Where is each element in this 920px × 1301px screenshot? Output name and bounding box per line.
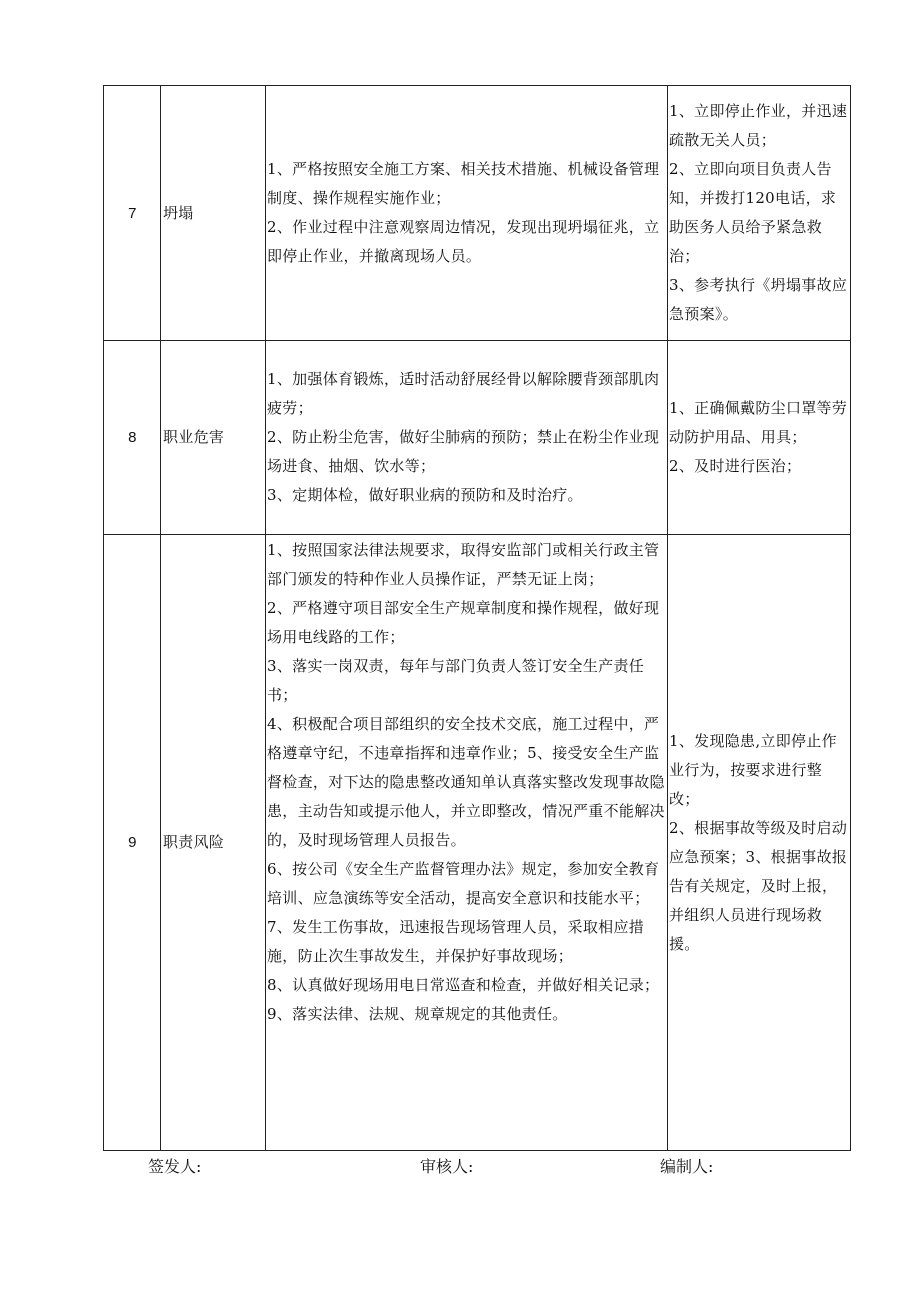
hazard-name: 职业危害: [161, 341, 266, 535]
hazard-name: 坍塌: [161, 86, 266, 341]
hazard-name: 职责风险: [161, 535, 266, 1151]
emergency-item: 2、及时进行医治；: [669, 457, 802, 475]
row-number: 7: [104, 86, 161, 341]
control-measures-cell: [266, 535, 668, 1151]
table-row: [104, 535, 851, 1151]
signature-line: [0, 1150, 920, 1180]
hazard-table-sheet: [103, 85, 850, 1151]
control-measures-cell: [266, 86, 668, 341]
emergency-item: 1、发现隐患,立即停止作业行为，按要求进行整改；: [669, 731, 837, 808]
issuer-label: 签发人:: [148, 1157, 202, 1176]
measure-item: 4、积极配合项目部组织的安全技术交底，施工过程中，严格遵章守纪，不违章指挥和违章作业；5、接受安全生产监督检查，对下达的隐患整改通知单认真落实整改发现事故隐患，主动告知或提示他人，并立即整改，情况严重不能解决的，及时现场管理人员报告。: [267, 715, 665, 849]
compiler-label: 编制人:: [660, 1157, 714, 1176]
measure-item: 9、落实法律、法规、规章规定的其他责任。: [267, 1005, 568, 1023]
measure-item: 6、按公司《安全生产监督管理办法》规定，参加安全教育培训、应急演练等安全活动，提高安全意识和技能水平；: [267, 860, 660, 907]
measure-item: 1、按照国家法律法规要求，取得安监部门或相关行政主管部门颁发的特种作业人员操作证，严禁无证上岗；: [267, 541, 660, 588]
row-number: 8: [104, 341, 161, 535]
emergency-measures-cell: [668, 535, 851, 1151]
measure-item: 8、认真做好现场用电日常巡查和检查，并做好相关记录；: [267, 976, 660, 994]
emergency-measures-cell: [668, 341, 851, 535]
emergency-item: 1、立即停止作业，并迅速疏散无关人员；: [669, 102, 848, 149]
emergency-item: 1、正确佩戴防尘口罩等劳动防护用品、用具；: [669, 399, 848, 446]
emergency-item: 2、根据事故等级及时启动应急预案；3、根据事故报告有关规定，及时上报，并组织人员进行现场救援。: [669, 818, 848, 953]
measure-item: 3、落实一岗双责，每年与部门负责人签订安全生产责任书；: [267, 657, 645, 704]
emergency-measures-cell: [668, 86, 851, 341]
control-measures-cell: [266, 341, 668, 535]
measure-item: 1、严格按照安全施工方案、相关技术措施、机械设备管理制度、操作规程实施作业；: [267, 160, 660, 207]
measure-item: 2、严格遵守项目部安全生产规章制度和操作规程，做好现场用电线路的工作；: [267, 599, 660, 646]
hazard-measures-table: [103, 85, 851, 1151]
measure-item: 7、发生工伤事故，迅速报告现场管理人员，采取相应措施，防止次生事故发生，并保护好事故现场；: [267, 918, 645, 965]
table-row: [104, 341, 851, 535]
measure-item: 3、定期体检，做好职业病的预防和及时治疗。: [267, 486, 583, 504]
measure-item: 2、作业过程中注意观察周边情况，发现出现坍塌征兆，立即停止作业，并撤离现场人员。: [267, 218, 660, 265]
measure-item: 2、防止粉尘危害，做好尘肺病的预防；禁止在粉尘作业现场进食、抽烟、饮水等；: [267, 428, 660, 475]
emergency-item: 2、立即向项目负责人告知，并拨打120电话，求助医务人员给予紧急救治；: [669, 160, 837, 265]
measure-item: 1、加强体育锻炼，适时活动舒展经骨以解除腰背颈部肌肉疲劳；: [267, 370, 660, 417]
row-number: 9: [104, 535, 161, 1151]
table-row: [104, 86, 851, 341]
emergency-item: 3、参考执行《坍塌事故应急预案》。: [669, 276, 848, 323]
reviewer-label: 审核人:: [420, 1157, 474, 1176]
